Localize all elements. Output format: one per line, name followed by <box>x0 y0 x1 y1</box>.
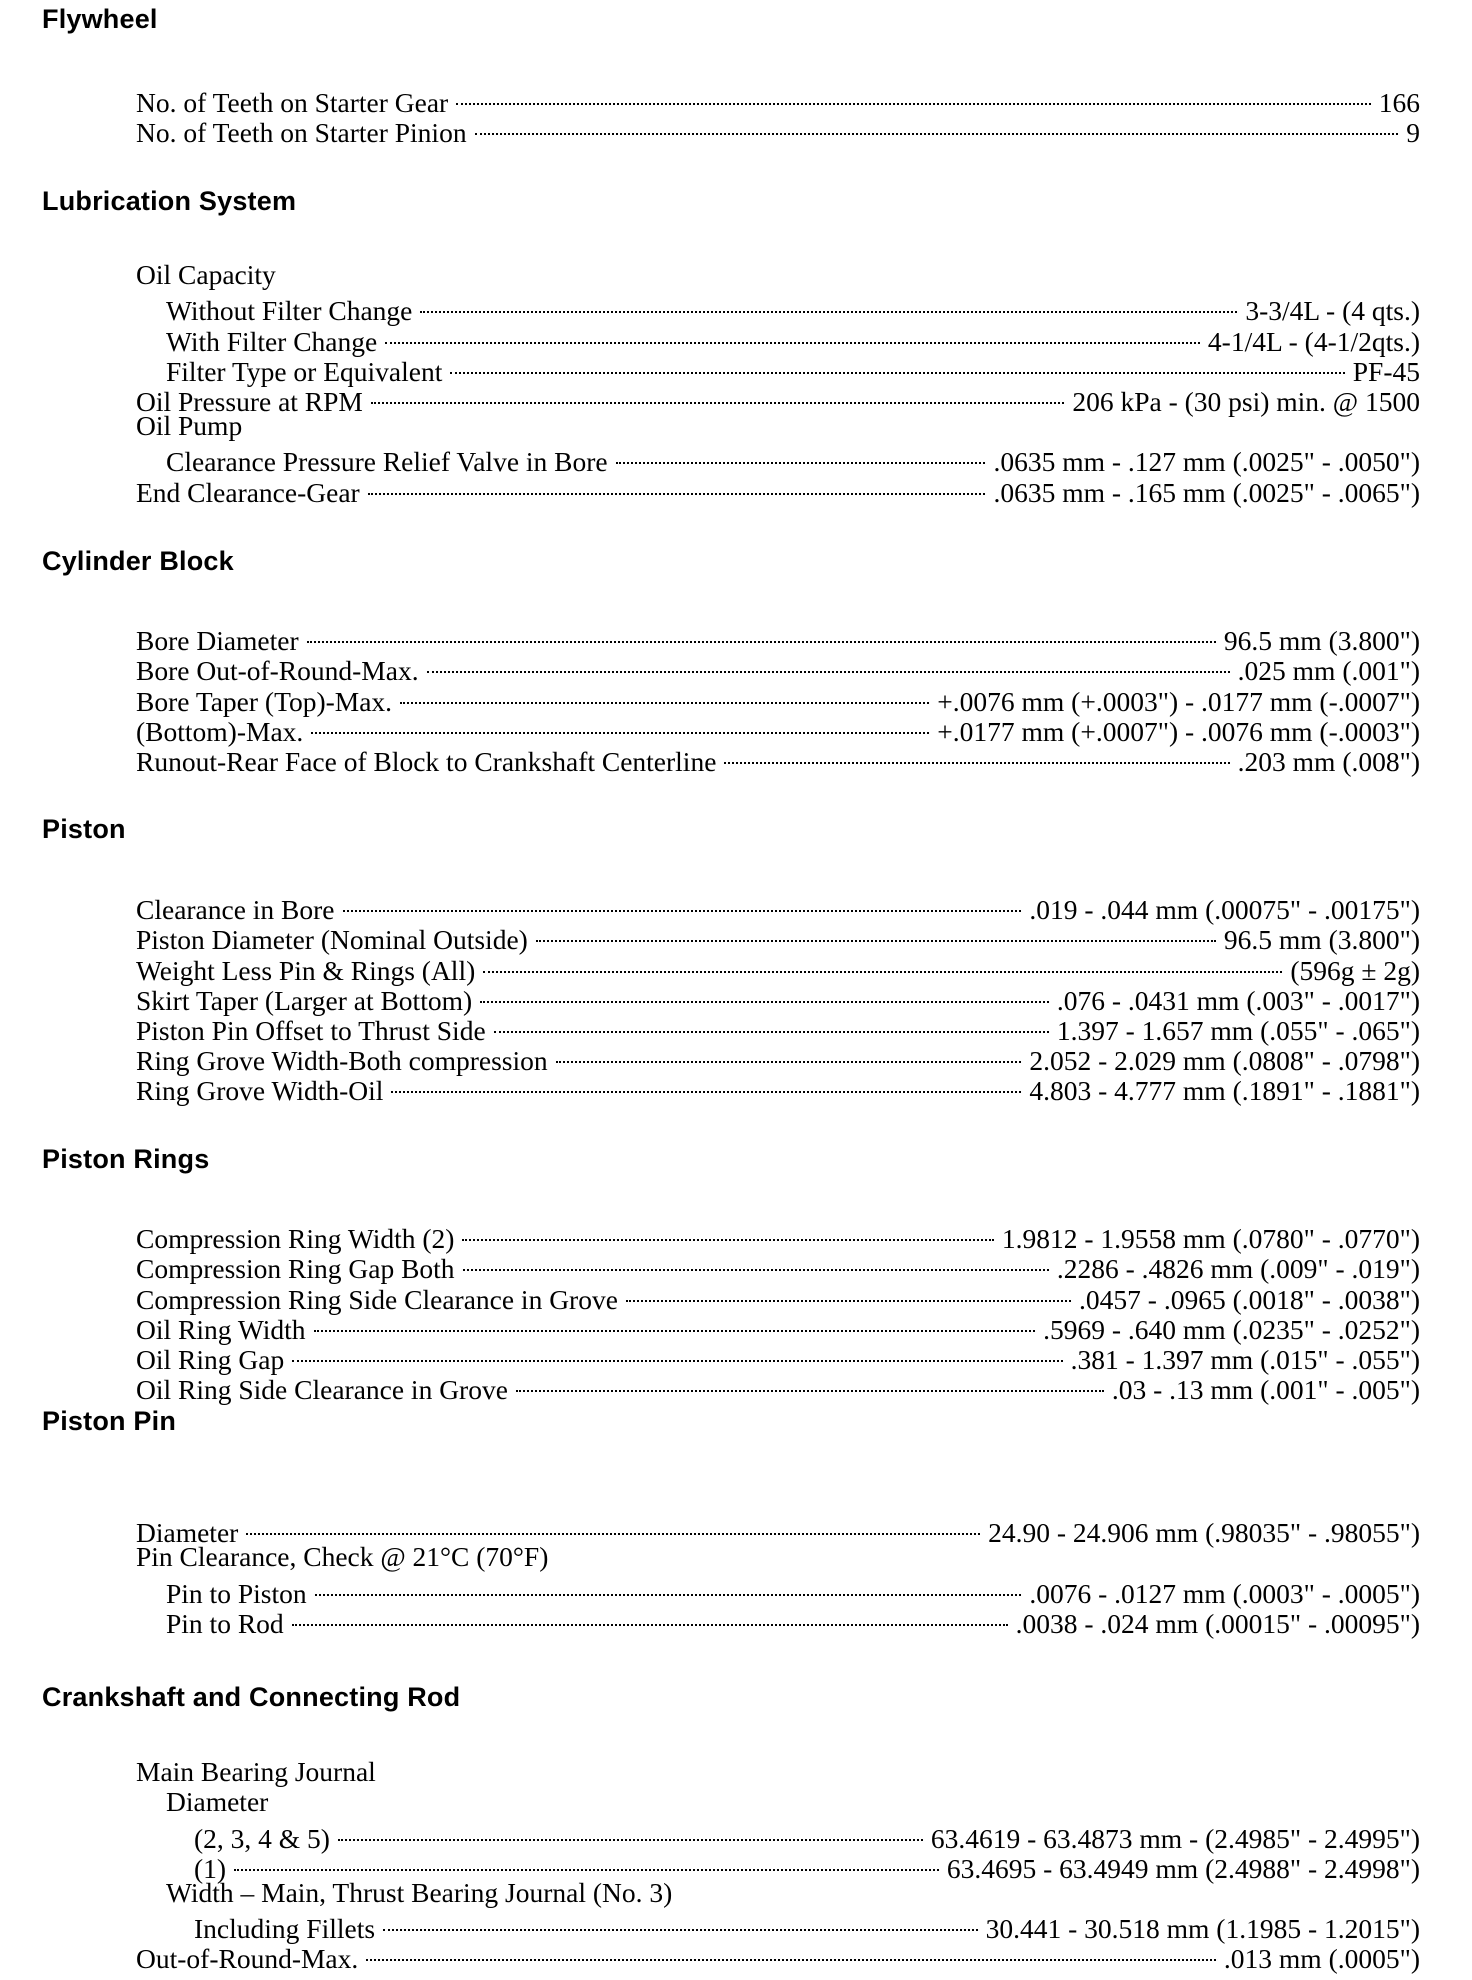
spec-row <box>136 1339 1420 1375</box>
dot-leader <box>724 741 1229 771</box>
spec-label: Filter Type or Equivalent <box>166 355 443 387</box>
spec-label: Clearance Pressure Relief Valve in Bore <box>166 446 608 478</box>
spec-list <box>136 889 1420 1107</box>
spec-list <box>136 82 1420 149</box>
section-title: Cylinder Block <box>42 546 234 576</box>
spec-row <box>136 1369 1420 1406</box>
spec-label: (2, 3, 4 & 5) <box>194 1822 330 1854</box>
spec-label: Diameter <box>136 1517 239 1549</box>
dot-leader <box>536 919 1216 949</box>
dot-leader <box>338 1817 923 1847</box>
spec-label: Oil Ring Side Clearance in Grove <box>136 1374 508 1406</box>
spec-value: 3-3/4L - (4 qts.) <box>1245 295 1420 327</box>
spec-value: .076 - .0431 mm (.003" - .0017") <box>1056 984 1420 1016</box>
spec-value: 166 <box>1378 87 1420 119</box>
spec-row <box>136 1512 1420 1549</box>
spec-label: Ring Grove Width-Oil <box>136 1075 384 1107</box>
spec-row <box>136 1309 1420 1345</box>
spec-label: Piston Pin Offset to Thrust Side <box>136 1014 486 1046</box>
spec-label: (1) <box>194 1852 227 1884</box>
spec-label: Bore Diameter <box>136 625 299 657</box>
dot-leader <box>292 1603 1008 1633</box>
spec-list <box>136 1756 1420 1975</box>
dot-leader <box>463 1248 1049 1278</box>
spec-value: 96.5 mm (3.800") <box>1223 924 1420 956</box>
spec-row <box>136 1848 1420 1884</box>
spec-row <box>136 441 1420 478</box>
spec-label: Compression Ring Width (2) <box>136 1223 455 1255</box>
dot-leader <box>494 1010 1049 1040</box>
dot-leader <box>462 1218 993 1248</box>
spec-value: +.0177 mm (+.0007") - .0076 mm (-.0003") <box>937 715 1420 747</box>
spec-value: 1.9812 - 1.9558 mm (.0780" - .0770") <box>1001 1223 1420 1255</box>
spec-value: .0635 mm - .127 mm (.0025" - .0050") <box>993 446 1420 478</box>
dot-leader <box>616 441 986 471</box>
dot-leader <box>371 381 1064 411</box>
spec-label: Compression Ring Gap Both <box>136 1253 455 1285</box>
spec-value: 206 kPa - (30 psi) min. @ 1500 <box>1072 385 1420 417</box>
spec-row <box>136 1010 1420 1046</box>
spec-row <box>136 980 1420 1016</box>
spec-row <box>136 112 1420 149</box>
spec-label: Bore Taper (Top)-Max. <box>136 685 393 717</box>
dot-leader <box>368 471 986 501</box>
spec-label: Oil Ring Gap <box>136 1343 285 1375</box>
spec-row <box>136 650 1420 687</box>
spec-label: Main Bearing Journal <box>136 1756 376 1787</box>
dot-leader <box>343 889 1022 919</box>
dot-leader <box>307 620 1216 650</box>
spec-label: Skirt Taper (Larger at Bottom) <box>136 984 473 1016</box>
spec-row <box>136 1757 1420 1787</box>
spec-value: 9 <box>1406 117 1420 149</box>
dot-leader <box>420 290 1237 320</box>
spec-row <box>136 1787 1420 1817</box>
spec-label: Out-of-Round-Max. <box>136 1943 359 1975</box>
spec-label: Runout-Rear Face of Block to Crankshaft Centerline <box>136 745 717 777</box>
spec-row <box>136 1817 1420 1854</box>
spec-value: .019 - .044 mm (.00075" - .00175") <box>1029 894 1420 926</box>
spec-row <box>136 1070 1420 1107</box>
spec-value: (596g ± 2g) <box>1290 954 1420 986</box>
dot-leader <box>366 1938 1216 1968</box>
spec-value: .0038 - .024 mm (.00015" - .00095") <box>1015 1607 1420 1639</box>
spec-label: Oil Pump <box>136 409 243 441</box>
section-title: Lubrication System <box>42 186 297 216</box>
spec-row <box>136 919 1420 956</box>
dot-leader <box>480 980 1049 1010</box>
spec-value: 96.5 mm (3.800") <box>1223 625 1420 657</box>
spec-value: .2286 - .4826 mm (.009" - .019") <box>1056 1253 1420 1285</box>
spec-row <box>136 711 1420 747</box>
spec-value: .203 mm (.008") <box>1237 745 1420 777</box>
spec-label: End Clearance-Gear <box>136 476 360 508</box>
spec-label: Oil Capacity <box>136 259 276 290</box>
spec-list <box>136 259 1420 508</box>
spec-row <box>136 1218 1420 1255</box>
spec-list <box>136 1512 1420 1639</box>
spec-label: With Filter Change <box>166 325 378 357</box>
dot-leader <box>450 351 1344 381</box>
spec-value: .0076 - .0127 mm (.0003" - .0005") <box>1029 1577 1420 1609</box>
spec-list <box>136 620 1420 777</box>
spec-label: Pin to Rod <box>166 1607 284 1639</box>
spec-value: .03 - .13 mm (.001" - .005") <box>1111 1374 1420 1406</box>
spec-value: 30.441 - 30.518 mm (1.1985 - 1.2015") <box>985 1913 1420 1945</box>
dot-leader <box>385 320 1200 350</box>
spec-value: 4-1/4L - (4-1/2qts.) <box>1207 325 1420 357</box>
spec-row <box>136 1908 1420 1945</box>
dot-leader <box>556 1040 1022 1070</box>
spec-label: No. of Teeth on Starter Gear <box>136 87 449 119</box>
spec-value: PF-45 <box>1352 355 1420 387</box>
dot-leader <box>315 1572 1022 1602</box>
spec-row <box>136 381 1420 417</box>
spec-row <box>136 889 1420 926</box>
spec-row <box>136 1040 1420 1077</box>
spec-label: Ring Grove Width-Both compression <box>136 1045 548 1077</box>
spec-value: 1.397 - 1.657 mm (.055" - .065") <box>1056 1014 1420 1046</box>
spec-row <box>136 741 1420 777</box>
spec-value: .0457 - .0965 (.0018" - .0038") <box>1079 1283 1420 1315</box>
spec-label: Oil Pressure at RPM <box>136 385 363 417</box>
spec-value: 2.052 - 2.029 mm (.0808" - .0798") <box>1029 1045 1420 1077</box>
dot-leader <box>456 82 1371 112</box>
spec-value: .025 mm (.001") <box>1237 655 1420 687</box>
spec-row <box>136 82 1420 119</box>
spec-row <box>136 1572 1420 1609</box>
spec-label: Bore Out-of-Round-Max. <box>136 655 419 687</box>
spec-label: Oil Ring Width <box>136 1313 306 1345</box>
spec-label: Diameter <box>166 1786 269 1818</box>
spec-label: Compression Ring Side Clearance in Grove <box>136 1283 618 1315</box>
spec-label: Clearance in Bore <box>136 894 335 926</box>
spec-label: Pin to Piston <box>166 1577 307 1609</box>
dot-leader <box>475 112 1399 142</box>
spec-row <box>136 1603 1420 1639</box>
spec-row <box>136 1248 1420 1285</box>
spec-label: Pin Clearance, Check @ 21°C (70°F) <box>136 1541 549 1573</box>
spec-label: (Bottom)-Max. <box>136 715 304 747</box>
spec-label: Without Filter Change <box>166 295 413 327</box>
spec-row <box>136 1938 1420 1975</box>
section-title: Piston <box>42 814 126 844</box>
spec-value: .013 mm (.0005") <box>1223 1943 1420 1975</box>
spec-value: .5969 - .640 mm (.0235" - .0252") <box>1043 1313 1420 1345</box>
section-title: Flywheel <box>42 4 158 34</box>
spec-value: .381 - 1.397 mm (.015" - .055") <box>1070 1343 1420 1375</box>
spec-row <box>136 351 1420 387</box>
spec-label: Including Fillets <box>194 1913 376 1945</box>
spec-row <box>136 260 1420 290</box>
dot-leader <box>483 949 1282 979</box>
spec-row <box>136 620 1420 657</box>
dot-leader <box>516 1369 1104 1399</box>
spec-value: 63.4619 - 63.4873 mm - (2.4985" - 2.4995") <box>930 1822 1420 1854</box>
spec-value: 24.90 - 24.906 mm (.98035" - .98055") <box>988 1517 1420 1549</box>
spec-value: .0635 mm - .165 mm (.0025" - .0065") <box>993 476 1420 508</box>
dot-leader <box>391 1070 1021 1100</box>
dot-leader <box>246 1512 980 1542</box>
dot-leader <box>383 1908 978 1938</box>
spec-label: Piston Diameter (Nominal Outside) <box>136 924 528 956</box>
dot-leader <box>292 1339 1062 1369</box>
section-title: Piston Rings <box>42 1144 210 1174</box>
spec-row <box>136 290 1420 327</box>
section-title: Piston Pin <box>42 1406 177 1436</box>
dot-leader <box>626 1278 1071 1308</box>
spec-label: No. of Teeth on Starter Pinion <box>136 117 467 149</box>
spec-list <box>136 1218 1420 1406</box>
spec-label: Width – Main, Thrust Bearing Journal (No. 3) <box>166 1876 673 1908</box>
section-title: Crankshaft and Connecting Rod <box>42 1682 461 1712</box>
spec-value: 63.4695 - 63.4949 mm (2.4988" - 2.4998") <box>946 1852 1420 1884</box>
dot-leader <box>314 1309 1036 1339</box>
spec-label: Weight Less Pin & Rings (All) <box>136 954 476 986</box>
spec-value: +.0076 mm (+.0003") - .0177 mm (-.0007") <box>937 685 1420 717</box>
dot-leader <box>234 1848 939 1878</box>
spec-value: 4.803 - 4.777 mm (.1891" - .1881") <box>1029 1075 1420 1107</box>
dot-leader <box>427 650 1230 680</box>
dot-leader <box>400 680 929 710</box>
dot-leader <box>311 711 929 741</box>
